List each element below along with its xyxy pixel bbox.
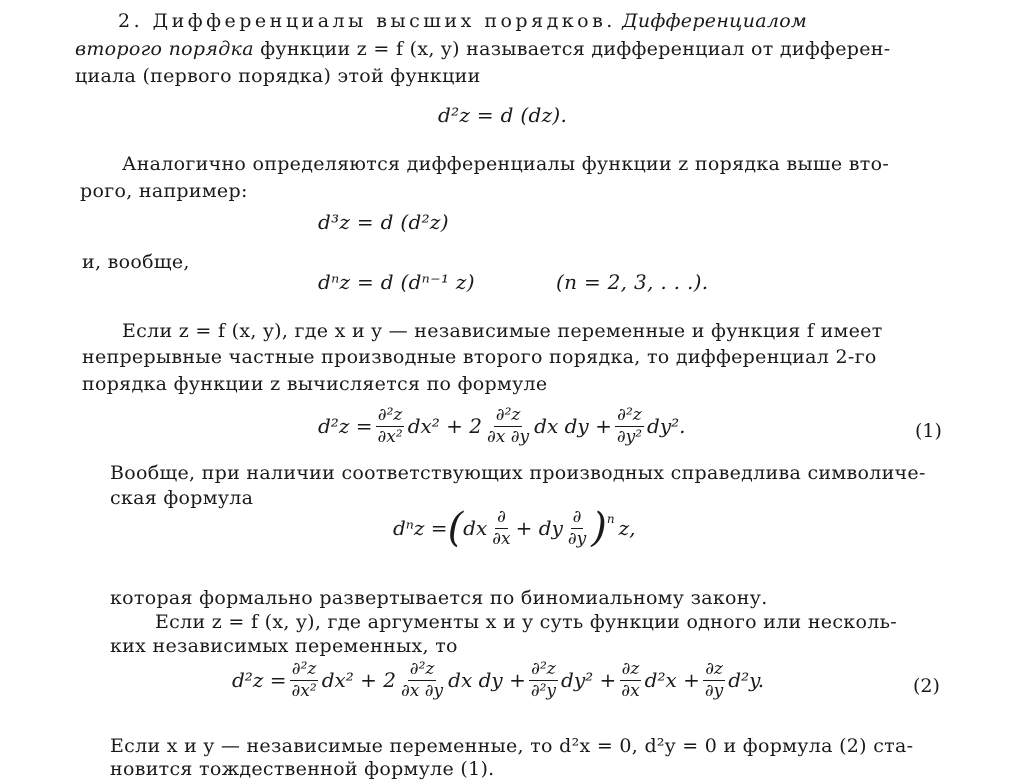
para3-line1: и, вообще, [82, 251, 190, 273]
eq2-frac3: $\frac{\text{∂²z}}{\text{∂²y}}$ [530, 659, 557, 701]
equation-1-number: (1) [915, 420, 942, 442]
sym-right-paren: ) [591, 505, 607, 552]
para4-line2: непрерывные частные производные второго порядка, то дифференциал 2-го [82, 346, 877, 368]
equation-2-number: (2) [913, 675, 940, 697]
formula-d3z: d³z = d (d²z) [318, 210, 449, 234]
heading-italic-term: Дифференциалом [622, 10, 808, 32]
sym-term-a: dx [463, 516, 488, 541]
formula-d2z-definition: d²z = d (dz). [438, 103, 568, 127]
sym-left-paren: ( [447, 505, 464, 552]
para5-line1: Вообще, при наличии соответствующих производных справедлива символиче- [110, 462, 926, 484]
eq1-term1: dx² + 2 [407, 414, 482, 439]
section-heading: 2. Дифференциалы высших порядков. [118, 10, 616, 32]
symbolic-formula [393, 505, 636, 552]
eq1-lhs: d²z = [318, 414, 373, 439]
eq2-frac4: $\frac{\partial z}{\partial x}$ [621, 659, 640, 701]
para4-line3: порядка функции z вычисляется по формуле [82, 373, 548, 395]
eq2-term3: dy² + [561, 668, 617, 693]
term-second-order: второго порядка [75, 38, 254, 60]
para7-line1: Если x и y — независимые переменные, то d²x = 0, d²y = 0 и формула (2) ста- [110, 735, 914, 757]
eq2-lhs: d²z = [232, 668, 287, 693]
para6-line3: ких независимых переменных, то [110, 635, 458, 657]
sym-tail: z, [618, 516, 636, 541]
eq1-term3: dy². [647, 414, 686, 439]
para5-line2: ская формула [110, 487, 254, 509]
equation-2 [232, 660, 764, 700]
para4-line1: Если z = f (x, y), где x и y — независимые переменные и функция f имеет [122, 320, 883, 342]
sym-frac2: $\frac{\partial}{\partial y}$ [567, 507, 587, 549]
eq2-term1: dx² + 2 [321, 668, 396, 693]
formula-dnz: dⁿz = d (dⁿ⁻¹ z) [318, 270, 475, 294]
para2-line1: Аналогично определяются дифференциалы функции z порядка выше вто- [122, 153, 890, 175]
eq2-term5: d²y. [728, 668, 765, 693]
eq2-frac5: $\frac{\partial z}{\partial y}$ [704, 659, 724, 701]
eq1-term2: dx dy + [534, 414, 612, 439]
eq2-frac1: $\frac{\text{∂²z}}{\text{∂x²}}$ [291, 659, 317, 701]
sym-frac1: $\frac{\partial}{\partial x}$ [492, 507, 511, 549]
para1-line2 [75, 38, 890, 60]
equation-1 [318, 406, 686, 446]
sym-term-b: + dy [515, 516, 563, 541]
para6-line1: которая формально развертывается по биномиальному закону. [110, 587, 768, 609]
eq2-term4: d²x + [644, 668, 700, 693]
eq1-frac3: $\frac{\text{∂²z}}{\text{∂y²}}$ [616, 405, 643, 447]
eq2-term2: dx dy + [448, 668, 526, 693]
sym-exponent: n [606, 512, 615, 526]
eq1-frac2: $\frac{\text{∂²z}}{\partial x \partial y}$ [486, 405, 530, 447]
formula-dnz-condition: (n = 2, 3, . . .). [556, 270, 709, 294]
sym-lhs: dⁿz = [393, 516, 448, 541]
section-heading-line [118, 10, 807, 32]
eq2-frac2: $\frac{\text{∂²z}}{\partial x \partial y}$ [400, 659, 444, 701]
para1-line3: циала (первого порядка) этой функции [75, 65, 481, 87]
eq1-frac1: $\frac{\text{∂²z}}{\text{∂x²}}$ [377, 405, 403, 447]
para7-line2: новится тождественной формуле (1). [110, 758, 495, 780]
para2-line2: рого, например: [80, 180, 248, 202]
para1-line2-text: функции z = f (x, y) называется дифференциал от дифферен- [260, 38, 891, 60]
para6-line2: Если z = f (x, y), где аргументы x и y суть функции одного или несколь- [155, 611, 897, 633]
